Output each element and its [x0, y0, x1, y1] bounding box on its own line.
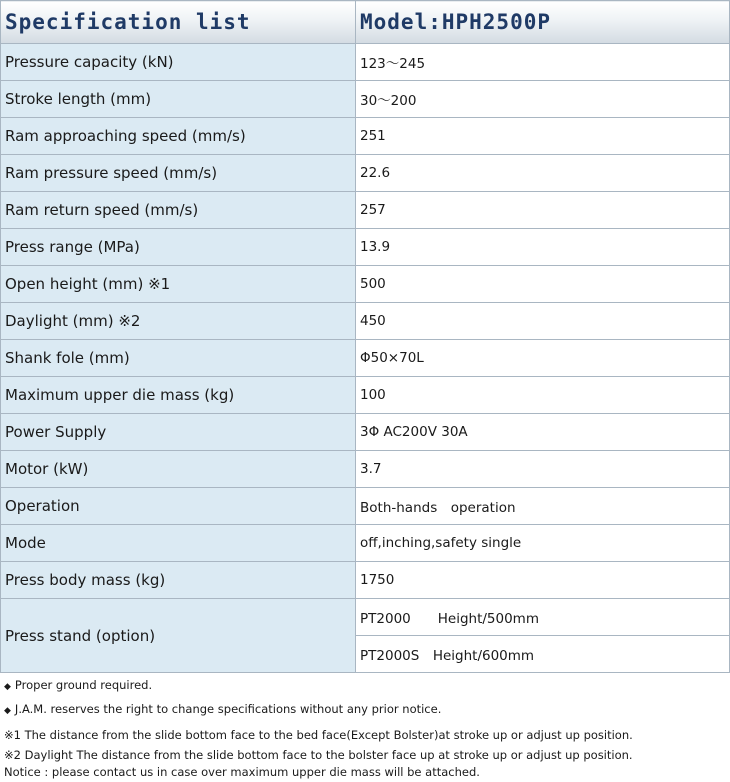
- table-row: [1, 229, 730, 266]
- table-row: [1, 599, 730, 636]
- row-label: Ram return speed (mm/s): [1, 192, 356, 229]
- row-label: Press range (MPa): [1, 229, 356, 266]
- note-bullet: [4, 704, 441, 716]
- row-value: 22.6: [356, 155, 730, 192]
- table-row: [1, 44, 730, 81]
- row-label: Stroke length (mm): [1, 81, 356, 118]
- table-row: [1, 303, 730, 340]
- row-value: 257: [356, 192, 730, 229]
- row-value: 500: [356, 266, 730, 303]
- table-row: [1, 340, 730, 377]
- note-bullet: [4, 680, 152, 692]
- spec-list-title: Specification list: [1, 1, 356, 44]
- table-row: [1, 155, 730, 192]
- row-value: 30～200: [356, 81, 730, 118]
- press-stand-label: Press stand (option): [1, 599, 356, 673]
- footnote-1: ※1 The distance from the slide bottom face to the bed face(Except Bolster)at stroke up or adjust up position.: [4, 728, 633, 742]
- footnote-2: ※2 Daylight The distance from the slide bottom face to the bolster face up at stroke up or adjust up position.: [4, 748, 633, 762]
- row-label: Ram pressure speed (mm/s): [1, 155, 356, 192]
- row-value: off,inching,safety single: [356, 525, 730, 562]
- row-label: Pressure capacity (kN): [1, 44, 356, 81]
- row-label: Motor (kW): [1, 451, 356, 488]
- table-row: [1, 118, 730, 155]
- diamond-bullet-icon: ◆: [4, 682, 11, 692]
- row-label: Ram approaching speed (mm/s): [1, 118, 356, 155]
- table-row: [1, 488, 730, 525]
- row-label: Operation: [1, 488, 356, 525]
- note-text: Proper ground required.: [14, 678, 153, 692]
- table-row: [1, 266, 730, 303]
- row-label: Maximum upper die mass (kg): [1, 377, 356, 414]
- note-text: J.A.M. reserves the right to change specifications without any prior notice.: [14, 702, 442, 716]
- notice-text: Notice : please contact us in case over maximum upper die mass will be attached.: [4, 765, 480, 779]
- row-value: 123～245: [356, 44, 730, 81]
- model-title: Model:HPH2500P: [356, 1, 730, 44]
- table-row: [1, 414, 730, 451]
- row-value: 251: [356, 118, 730, 155]
- row-value: 3Φ AC200V 30A: [356, 414, 730, 451]
- table-row: [1, 377, 730, 414]
- row-value: 1750: [356, 562, 730, 599]
- row-value: Φ50×70L: [356, 340, 730, 377]
- row-label: Daylight (mm) ※2: [1, 303, 356, 340]
- row-value: 3.7: [356, 451, 730, 488]
- press-stand-option-pt2000s: PT2000S Height/600mm: [356, 636, 730, 673]
- row-label: Power Supply: [1, 414, 356, 451]
- table-row: [1, 525, 730, 562]
- table-row: [1, 451, 730, 488]
- row-label: Shank fole (mm): [1, 340, 356, 377]
- row-label: Mode: [1, 525, 356, 562]
- header-row: [1, 1, 730, 44]
- press-stand-option-pt2000: PT2000 Height/500mm: [356, 599, 730, 636]
- row-label: Press body mass (kg): [1, 562, 356, 599]
- table-row: [1, 562, 730, 599]
- row-value: 13.9: [356, 229, 730, 266]
- table-row: [1, 81, 730, 118]
- row-value: 100: [356, 377, 730, 414]
- row-value: 450: [356, 303, 730, 340]
- diamond-bullet-icon: ◆: [4, 706, 11, 716]
- row-label: Open height (mm) ※1: [1, 266, 356, 303]
- table-row: [1, 192, 730, 229]
- row-value: Both-hands operation: [356, 488, 730, 525]
